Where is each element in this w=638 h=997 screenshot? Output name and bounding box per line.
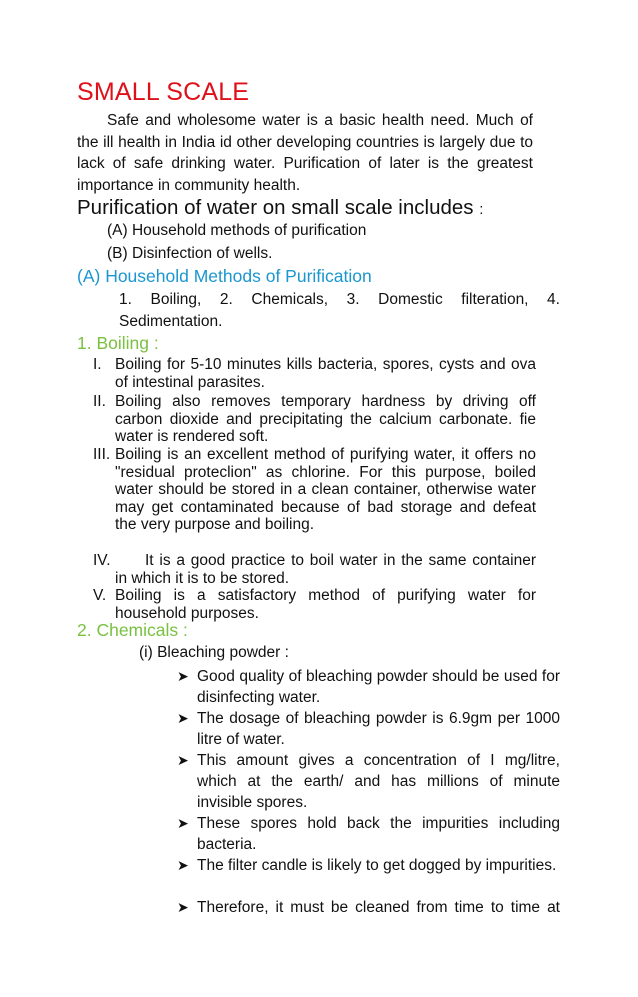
purification-heading — [77, 196, 483, 220]
boiling-point-text: Boiling is a satisfactory method of purifying water for household purposes. — [115, 587, 536, 622]
chemicals-heading: 2. Chemicals : — [77, 620, 188, 640]
bleaching-bullet-text: This amount gives a concentration of I mg/litre, which at the earth/ and has millions of minute invisible spores. — [197, 752, 560, 811]
arrow-bullet-icon: ➤ — [177, 668, 189, 684]
roman-numeral: III. — [93, 446, 111, 463]
bleaching-bullet-text: The filter candle is likely to get dogged by impurities. — [197, 857, 557, 874]
bleaching-bullet-text: Therefore, it must be cleaned from time to time at — [197, 899, 560, 916]
purification-heading-text: Purification of water on small scale includes — [77, 196, 474, 219]
arrow-bullet-icon: ➤ — [177, 857, 189, 873]
roman-numeral: I. — [93, 356, 102, 373]
household-methods-list: 1. Boiling, 2. Chemicals, 3. Domestic filteration, 4. Sedimentation. — [119, 291, 560, 330]
bleaching-powder-heading: (i) Bleaching powder : — [139, 644, 289, 661]
intro-paragraph: Safe and wholesome water is a basic health need. Much of the ill health in India id other developing countries is largely due to lack of safe drinking water. Purification of later is the greatest importance in community health. — [77, 112, 533, 194]
household-methods-heading: (A) Household Methods of Purification — [77, 266, 372, 286]
arrow-bullet-icon: ➤ — [177, 710, 189, 726]
bleaching-bullet-text: The dosage of bleaching powder is 6.9gm per 1000 litre of water. — [197, 710, 560, 748]
boiling-point-text: Boiling for 5-10 minutes kills bacteria, spores, cysts and ova of intestinal parasites. — [115, 356, 536, 391]
roman-numeral: II. — [93, 393, 106, 410]
roman-numeral: V. — [93, 587, 107, 604]
boiling-heading: 1. Boiling : — [77, 333, 159, 353]
bleaching-bullet-text: Good quality of bleaching powder should be used for disinfecting water. — [197, 668, 560, 706]
page-title: SMALL SCALE — [77, 78, 250, 106]
boiling-point-text: Boiling is an excellent method of purifying water, it offers no "residual proteclion" as chlorine. For this purpose, boiled water should be stored in a clean container, otherwise water may get contaminated because of bad storage and defeat the very purpose and boiling. — [115, 446, 536, 533]
purification-item-a: (A) Household methods of purification — [107, 222, 367, 239]
purification-heading-colon: : — [479, 201, 484, 218]
purification-item-b: (B) Disinfection of wells. — [107, 245, 273, 262]
boiling-point-text: Boiling also removes temporary hardness by driving off carbon dioxide and precipitating the calcium carbonate. fie water is rendered soft. — [115, 393, 536, 445]
boiling-point-text: It is a good practice to boil water in the same container in which it is to be stored. — [115, 552, 536, 587]
arrow-bullet-icon: ➤ — [177, 899, 189, 915]
arrow-bullet-icon: ➤ — [177, 815, 189, 831]
bleaching-bullet-text: These spores hold back the impurities including bacteria. — [197, 815, 560, 853]
arrow-bullet-icon: ➤ — [177, 752, 189, 768]
roman-numeral: IV. — [93, 552, 111, 569]
